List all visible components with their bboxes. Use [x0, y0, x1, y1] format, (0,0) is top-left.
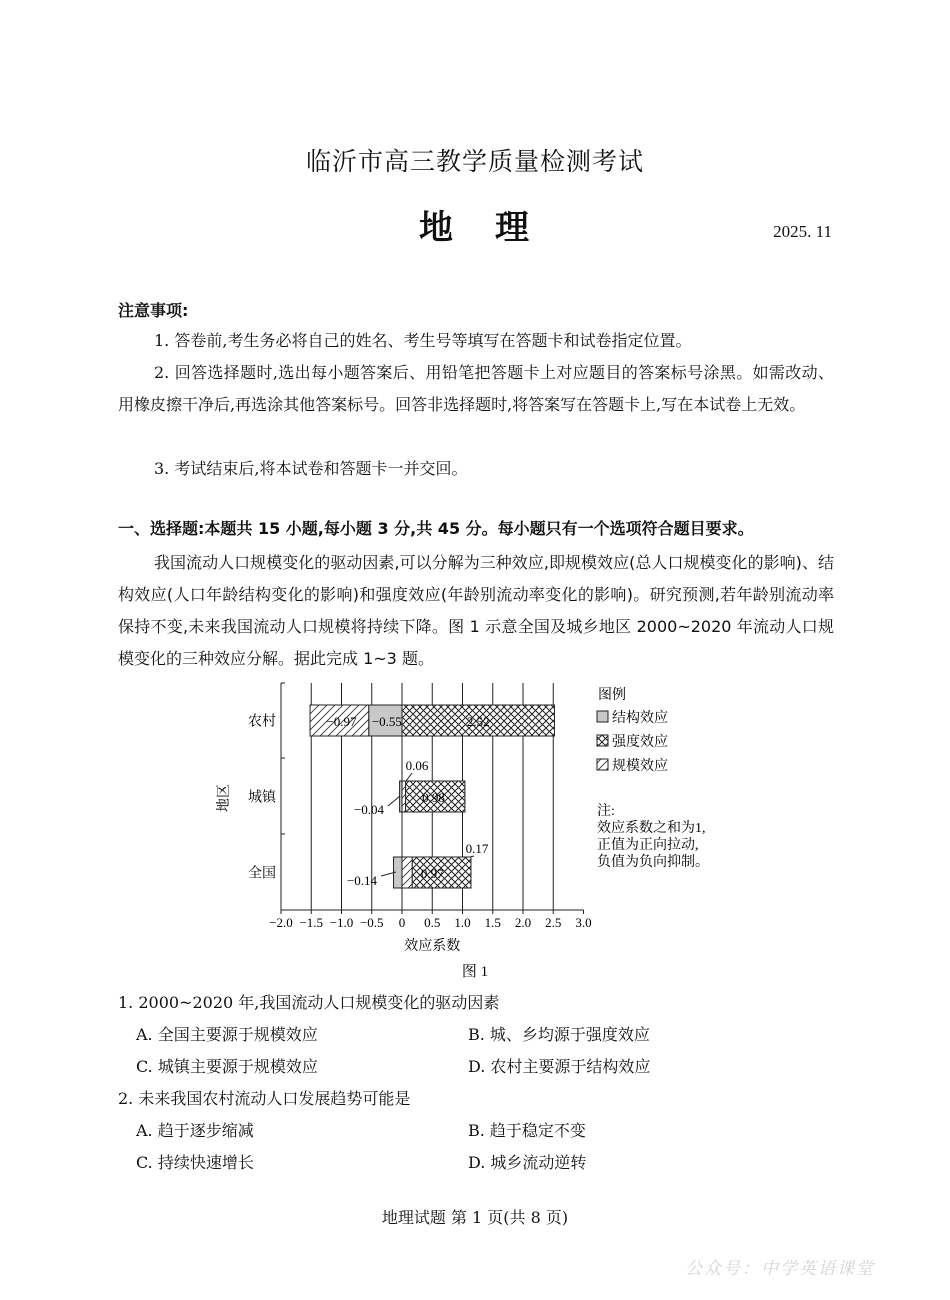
x-tick-label: −2.0 [269, 915, 293, 930]
section-heading: 一、选择题:本题共 15 小题,每小题 3 分,共 45 分。每小题只有一个选项符合题目要求。 [118, 519, 754, 538]
x-tick-label: −0.5 [359, 915, 384, 930]
notice-item-3: 3. 考试结束后,将本试卷和答题卡一并交回。 [154, 459, 468, 478]
question-1-stem: 1. 2000~2020 年,我国流动人口规模变化的驱动因素 [118, 993, 500, 1012]
question-2-stem: 2. 未来我国农村流动人口发展趋势可能是 [118, 1089, 411, 1108]
subject-char-2: 理 [495, 208, 531, 248]
q1-option-a[interactable]: A. 全国主要源于规模效应 [136, 1025, 318, 1044]
chart-note: 负值为负向抑制。 [597, 855, 709, 870]
chart-note: 效应系数之和为1, [597, 821, 706, 836]
figure-caption: 图 1 [461, 964, 489, 980]
category-label: 城镇 [248, 790, 276, 806]
data-label: −0.55 [371, 714, 402, 729]
data-label: −0.97 [326, 714, 357, 729]
data-label: 0.97 [420, 866, 444, 881]
x-tick-label: 2.5 [545, 915, 562, 930]
q2-option-d[interactable]: D. 城乡流动逆转 [468, 1153, 587, 1172]
data-label: 0.06 [405, 758, 429, 773]
category-label: 全国 [248, 866, 276, 882]
q1-option-c[interactable]: C. 城镇主要源于规模效应 [136, 1057, 318, 1076]
legend-label: 规模效应 [612, 759, 668, 774]
q1-option-b[interactable]: B. 城、乡均源于强度效应 [468, 1025, 650, 1044]
legend-swatch [597, 711, 608, 722]
x-tick-label: 1.0 [454, 915, 471, 930]
leader-line [470, 856, 474, 857]
leader-line [388, 796, 400, 806]
y-axis-title: 地区 [217, 784, 232, 812]
legend-title: 图例 [598, 688, 626, 703]
notice-heading: 注意事项: [118, 301, 189, 320]
q2-option-c[interactable]: C. 持续快速增长 [136, 1153, 254, 1172]
effect-chart [200, 675, 760, 985]
legend-swatch [597, 735, 608, 746]
x-tick-label: −1.0 [329, 915, 354, 930]
notice-item-1: 1. 答卷前,考生务必将自己的姓名、考生号等填写在答题卡和试卷指定位置。 [154, 331, 692, 350]
data-label: 2.52 [466, 714, 490, 729]
data-label: 0.17 [465, 841, 489, 856]
bar-segment [402, 781, 406, 812]
legend-swatch [597, 759, 608, 770]
x-tick-label: 2.0 [514, 915, 532, 930]
x-tick-label: 0 [398, 915, 406, 930]
q2-option-b[interactable]: B. 趋于稳定不变 [468, 1121, 586, 1140]
data-label: 0.98 [422, 790, 445, 805]
chart-note: 注: [597, 804, 615, 819]
leader-line [406, 773, 412, 781]
legend-label: 强度效应 [612, 735, 668, 750]
watermark: 公众号：中学英语课堂 [685, 1259, 875, 1279]
x-tick-label: 1.5 [484, 915, 501, 930]
notice-item-2: 2. 回答选择题时,选出每小题答案后、用铅笔把答题卡上对应题目的答案标号涂黑。如需改动、用橡皮擦干净后,再选涂其他答案标号。回答非选择题时,将答案写在答题卡上,写在本试卷上无效。 [118, 363, 834, 414]
question-stem: 我国流动人口规模变化的驱动因素,可以分解为三种效应,即规模效应(总人口规模变化的影响)、结构效应(人口年龄结构变化的影响)和强度效应(年龄别流动率变化的影响)。研究预测,若年龄别流动率保持不变,未来我国流动人口规模将持续下降。图 1 示意全国及城乡地区 2000~2020 年流动人口规模变化的三种效应分解。据此完成 1~3 题。 [118, 553, 834, 668]
x-axis-title: 效应系数 [404, 939, 461, 954]
q2-option-a[interactable]: A. 趋于逐步缩减 [136, 1121, 254, 1140]
data-label: −0.04 [353, 802, 385, 817]
subject-char-1: 地 [419, 208, 455, 248]
exam-title: 临沂市高三教学质量检测考试 [305, 147, 644, 176]
chart-note: 正值为正向拉动, [597, 838, 699, 853]
exam-date: 2025. 11 [773, 222, 832, 241]
q1-option-d[interactable]: D. 农村主要源于结构效应 [468, 1057, 651, 1076]
x-tick-label: 3.0 [575, 915, 592, 930]
legend-label: 结构效应 [612, 711, 668, 726]
x-tick-label: −1.5 [299, 915, 324, 930]
page-footer: 地理试题 第 1 页(共 8 页) [381, 1208, 569, 1227]
category-label: 农村 [248, 714, 276, 730]
bar-segment [402, 857, 412, 888]
x-tick-label: 0.5 [424, 915, 441, 930]
data-label: −0.14 [346, 873, 378, 888]
